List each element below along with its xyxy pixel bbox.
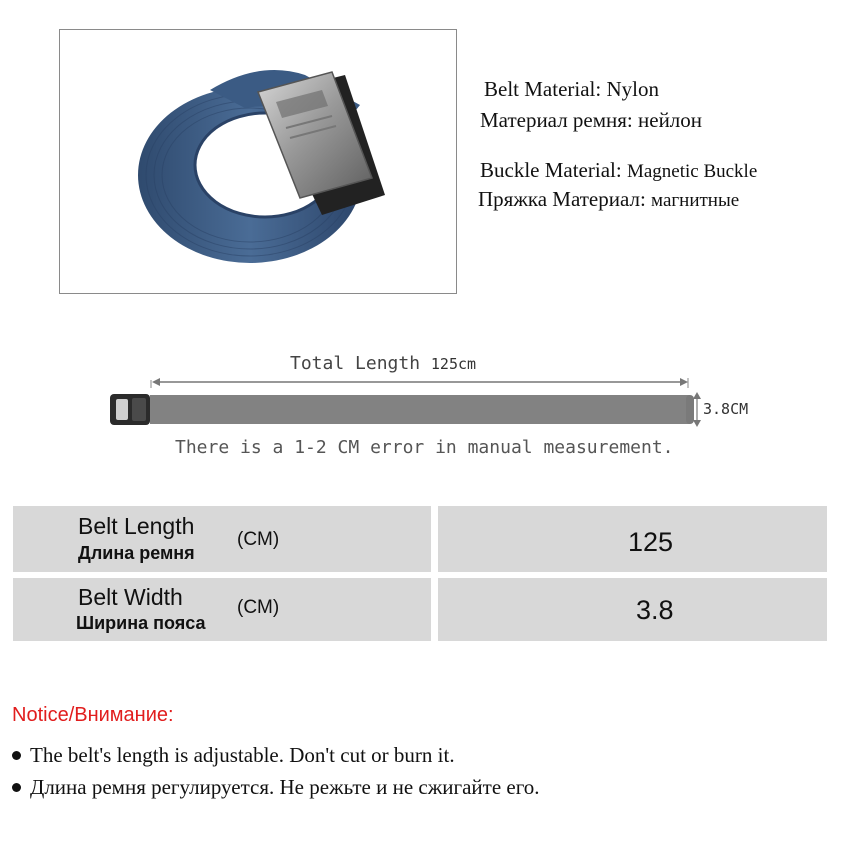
- spec-row-value-cell: [438, 578, 827, 641]
- total-length-text: Total Length: [290, 353, 421, 374]
- belt-width-unit: (CM): [237, 597, 280, 618]
- buckle-material-en-value: Magnetic Buckle: [626, 161, 758, 182]
- notice-item-text: The belt's length is adjustable. Don't cut or burn it.: [30, 743, 455, 767]
- notice-item: [12, 775, 540, 800]
- total-length-value: 125cm: [430, 355, 477, 373]
- bullet-icon: [12, 783, 21, 792]
- belt-strap-shape: [150, 395, 690, 424]
- belt-width-label-ru: Ширина пояса: [76, 613, 206, 633]
- belt-width-dimension: 3.8CM: [703, 400, 749, 418]
- buckle-material-en: [480, 158, 757, 183]
- buckle-material-en-label: Buckle Material:: [480, 158, 622, 182]
- belt-length-label-en: Belt Length: [78, 513, 195, 539]
- notice-item-text: Длина ремня регулируется. Не режьте и не сжигайте его.: [30, 775, 540, 799]
- belt-material-en: Belt Material: Nylon: [484, 77, 659, 101]
- buckle-material-ru-label: Пряжка Материал:: [478, 187, 646, 211]
- bullet-icon: [12, 751, 21, 760]
- buckle-material-ru: [478, 187, 739, 212]
- belt-width-label-en: Belt Width: [78, 584, 183, 610]
- belt-width-value: 3.8: [636, 595, 674, 625]
- spec-row-label-cell: [13, 506, 431, 572]
- belt-product-image: [60, 30, 456, 293]
- notice-title: Notice/Внимание:: [12, 704, 174, 726]
- belt-material-ru: Материал ремня: нейлон: [480, 108, 703, 132]
- belt-length-label-ru: Длина ремня: [78, 543, 195, 563]
- measurement-error-note: There is a 1-2 CM error in manual measurement.: [175, 437, 674, 458]
- belt-length-value: 125: [628, 527, 674, 557]
- buckle-icon: [110, 394, 150, 425]
- buckle-material-ru-value: магнитные: [651, 190, 740, 211]
- product-photo-frame: [59, 29, 457, 294]
- notice-item: [12, 743, 455, 768]
- belt-length-unit: (CM): [237, 529, 280, 550]
